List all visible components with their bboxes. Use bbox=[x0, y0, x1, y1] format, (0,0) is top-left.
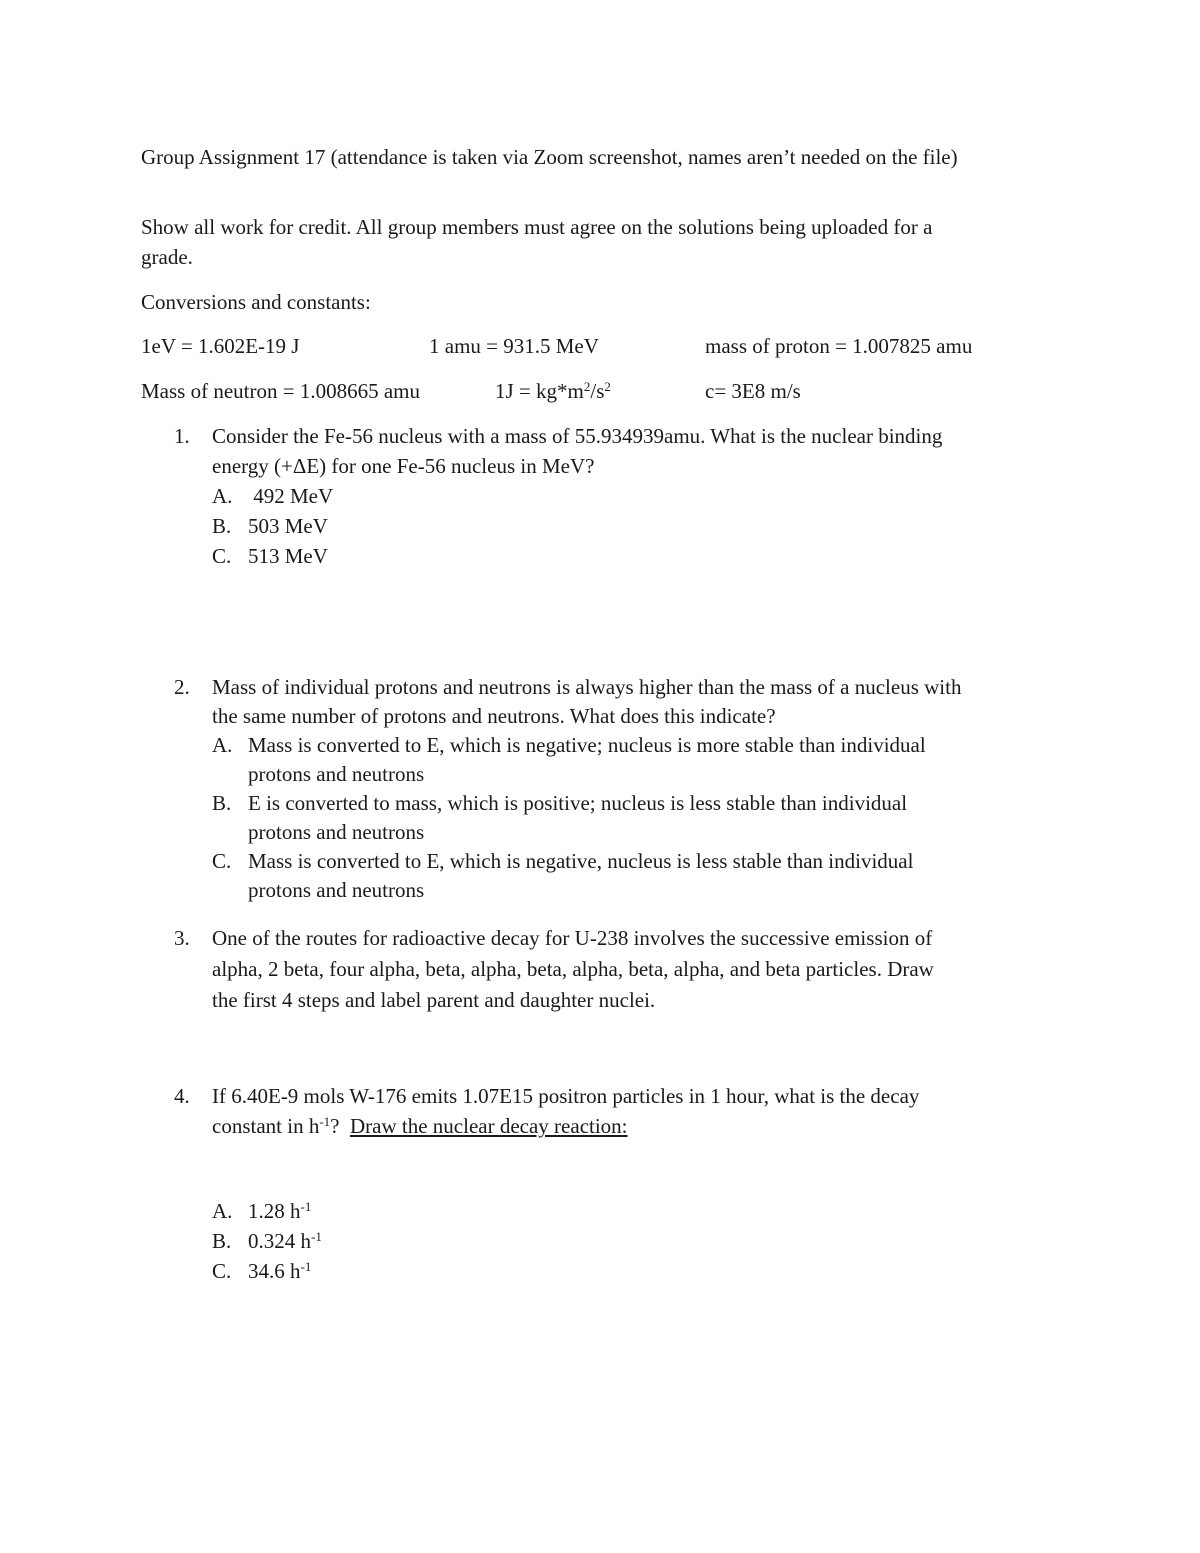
constant-joule: $1J = kg*m^2/s^2$ bbox=[495, 379, 611, 403]
constant-neutron-mass: Mass of neutron = 1.008665 amu bbox=[141, 379, 420, 403]
instructions-line-1: Show all work for credit. All group members must agree on the solutions being uploaded for a bbox=[141, 215, 933, 239]
question-3 bbox=[174, 923, 1074, 1016]
page-title: Group Assignment 17 (attendance is taken via Zoom screenshot, names aren’t needed on the file) bbox=[141, 145, 958, 169]
question-text-line: energy (+ΔE) for one Fe-56 nucleus in MeV? bbox=[212, 454, 595, 478]
answer-option-c: C. 513 MeV bbox=[212, 544, 328, 568]
question-text-line: alpha, 2 beta, four alpha, beta, alpha, beta, alpha, beta, alpha, and beta particles. Draw bbox=[212, 957, 934, 981]
answer-option-c: C. Mass is converted to E, which is negative, nucleus is less stable than individual protons and neutrons bbox=[212, 849, 914, 902]
question-text-line: Consider the Fe-56 nucleus with a mass of 55.934939amu. What is the nuclear binding bbox=[212, 424, 943, 448]
answer-option-a: A. Mass is converted to E, which is negative; nucleus is more stable than individual protons and neutrons bbox=[212, 733, 926, 786]
question-text-line: One of the routes for radioactive decay for U-238 involves the successive emission of bbox=[212, 926, 933, 950]
question-text-line: the first 4 steps and label parent and daughter nuclei. bbox=[212, 988, 656, 1012]
question-number: 4. bbox=[174, 1084, 190, 1108]
constants-heading: Conversions and constants: bbox=[141, 290, 371, 314]
question-number: 1. bbox=[174, 424, 190, 448]
question-2 bbox=[174, 673, 1074, 905]
answer-option-a: A. 1.28 $h^{-1}$ bbox=[212, 1199, 312, 1223]
question-number: 3. bbox=[174, 926, 190, 950]
answer-option-a: A. 492 MeV bbox=[212, 484, 334, 508]
answer-option-b: B. 0.324 $h^{-1}$ bbox=[212, 1229, 322, 1253]
question-4 bbox=[174, 1081, 1074, 1141]
question-text-line: constant in $h^{-1}$? Draw the nuclear decay reaction: bbox=[212, 1114, 628, 1138]
constant-speed-of-light: c= 3E8 m/s bbox=[705, 379, 801, 403]
constant-ev: 1eV = 1.602E-19 J bbox=[141, 334, 300, 358]
answer-option-c: C. 34.6 $h^{-1}$ bbox=[212, 1259, 312, 1283]
draw-instruction: Draw the nuclear decay reaction: bbox=[350, 1114, 628, 1138]
question-4-options bbox=[174, 1196, 1074, 1286]
instructions-line-2: grade. bbox=[141, 245, 193, 269]
constant-amu: 1 amu = 931.5 MeV bbox=[429, 334, 599, 358]
answer-option-b: B. 503 MeV bbox=[212, 514, 328, 538]
question-text-line: If 6.40E-9 mols W-176 emits 1.07E15 positron particles in 1 hour, what is the decay bbox=[212, 1084, 920, 1108]
constant-proton-mass: mass of proton = 1.007825 amu bbox=[705, 334, 973, 358]
answer-option-b: B. E is converted to mass, which is positive; nucleus is less stable than individual protons and neutrons bbox=[212, 791, 908, 844]
question-text-line: Mass of individual protons and neutrons is always higher than the mass of a nucleus with bbox=[212, 675, 962, 699]
question-text-line: the same number of protons and neutrons. What does this indicate? bbox=[212, 704, 776, 728]
question-1 bbox=[174, 421, 1074, 571]
question-number: 2. bbox=[174, 675, 190, 699]
